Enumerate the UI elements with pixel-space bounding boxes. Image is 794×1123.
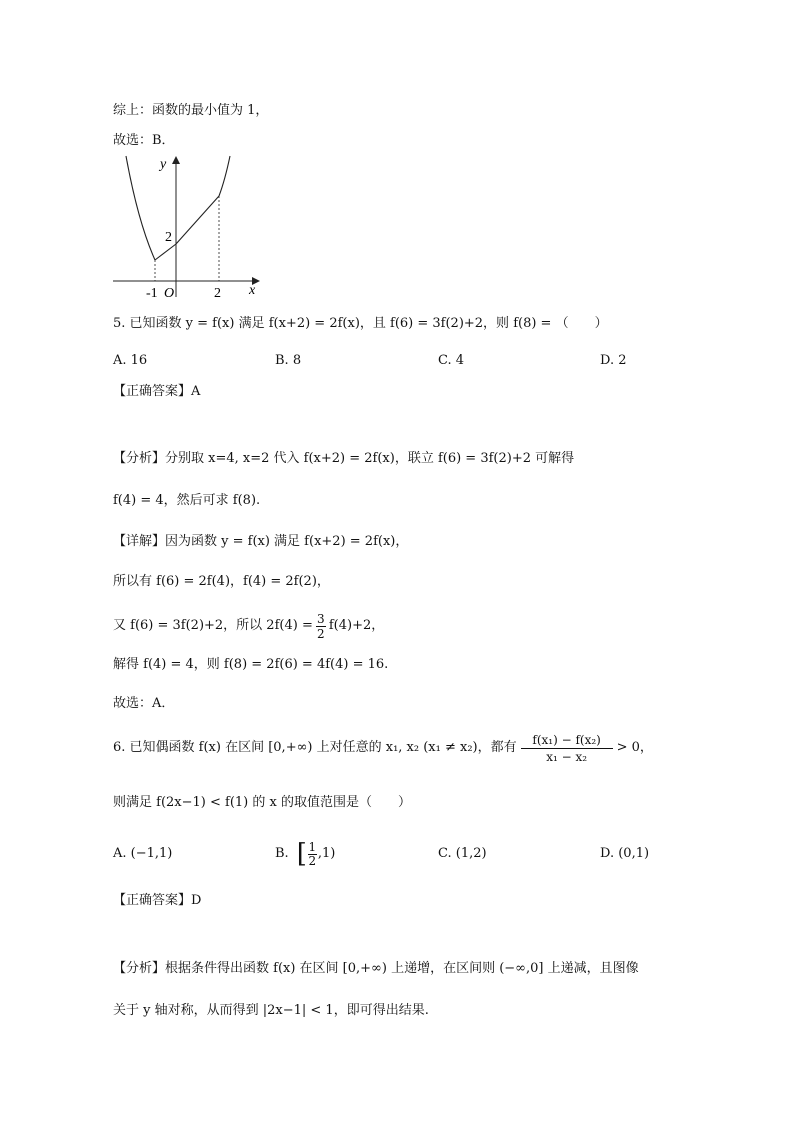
q6-stem-pre: 6. 已知偶函数 f(x) 在区间 [0,+∞) 上对任意的 x₁, x₂ (x₁ ≠ x₂)，都有 xyxy=(113,740,517,755)
q6-option-b-bracket: [ xyxy=(296,839,307,869)
q5-choose-line: 故选：A． xyxy=(113,696,175,711)
q6-option-b-post: ,1) xyxy=(317,846,336,861)
q6-option-b-fraction xyxy=(308,841,317,868)
x-axis-label: x xyxy=(249,283,256,298)
q5-detail-line-1: 【详解】因为函数 y = f(x) 满足 f(x+2) = 2f(x)， xyxy=(113,534,409,549)
q5-option-c: C. 4 xyxy=(438,353,465,368)
q6-analysis-line-1: 【分析】根据条件得出函数 f(x) 在区间 [0,+∞) 上递增，在区间则 (−∞,0] 上递减，且图像 xyxy=(113,961,639,976)
q5-option-d: D. 2 xyxy=(600,353,627,368)
right-segment xyxy=(176,196,219,244)
q6-fraction-numerator: f(x₁) − f(x₂) xyxy=(532,732,601,747)
q5-stem: 5. 已知函数 y = f(x) 满足 f(x+2) = 2f(x)，且 f(6) = 3f(2)+2，则 f(8) = （ ） xyxy=(113,316,608,331)
q5-answer: 【正确答案】A xyxy=(113,384,201,399)
y-axis-label: y xyxy=(160,157,167,172)
q6-fraction xyxy=(521,732,613,765)
q6-answer: 【正确答案】D xyxy=(113,893,202,908)
choose-line-prev: 故选：B． xyxy=(113,133,175,148)
q5-detail-line-2: 所以有 f(6) = 2f(4)，f(4) = 2f(2)， xyxy=(113,574,330,589)
q6-analysis-line-2: 关于 y 轴对称，从而得到 |2x−1| < 1，即可得出结果. xyxy=(113,1003,429,1018)
q5-detail-line-4: 解得 f(4) = 4，则 f(8) = 2f(6) = 4f(4) = 16. xyxy=(113,657,389,672)
middle-segment xyxy=(155,244,176,260)
y-tick-label: 2 xyxy=(165,230,172,245)
q5-detail-3-pre: 又 f(6) = 3f(2)+2，所以 2f(4) = xyxy=(113,618,313,633)
q6-option-b-numerator: 1 xyxy=(308,839,317,854)
q6-option-a: A. (−1,1) xyxy=(113,846,173,861)
q5-option-a: A. 16 xyxy=(113,353,148,368)
q6-option-c: C. (1,2) xyxy=(438,846,487,861)
left-parabola-branch xyxy=(126,156,155,260)
origin-label: O xyxy=(164,286,175,301)
q6-option-d: D. (0,1) xyxy=(600,846,650,861)
q5-fraction xyxy=(316,612,326,641)
q5-option-b: B. 8 xyxy=(275,353,302,368)
q6-option-b-letter: B. xyxy=(275,846,289,861)
q5-analysis-line-1: 【分析】分别取 x=4, x=2 代入 f(x+2) = 2f(x)，联立 f(6) = 3f(2)+2 可解得 xyxy=(113,451,575,466)
q6-option-b xyxy=(275,836,335,872)
q6-fraction-denominator: x₁ − x₂ xyxy=(546,749,588,764)
q6-stem-post: > 0， xyxy=(616,740,653,755)
x-tick-label-neg1: -1 xyxy=(146,286,158,301)
q5-analysis-line-2: f(4) = 4，然后可求 f(8). xyxy=(113,493,261,508)
summary-line: 综上：函数的最小值为 1， xyxy=(113,103,269,118)
q6-stem-line-1 xyxy=(113,727,653,769)
q6-option-b-denominator: 2 xyxy=(308,853,317,868)
q5-fraction-denominator: 2 xyxy=(317,626,325,641)
x-tick-label-2: 2 xyxy=(214,286,221,301)
right-curve-branch xyxy=(219,156,230,196)
q5-detail-line-3 xyxy=(113,609,384,643)
q5-fraction-numerator: 3 xyxy=(317,611,325,626)
q5-detail-3-post: f(4)+2， xyxy=(328,618,385,633)
q6-stem-line-2: 则满足 f(2x−1) < f(1) 的 x 的取值范围是（ ） xyxy=(113,795,411,810)
function-graph xyxy=(108,152,268,302)
